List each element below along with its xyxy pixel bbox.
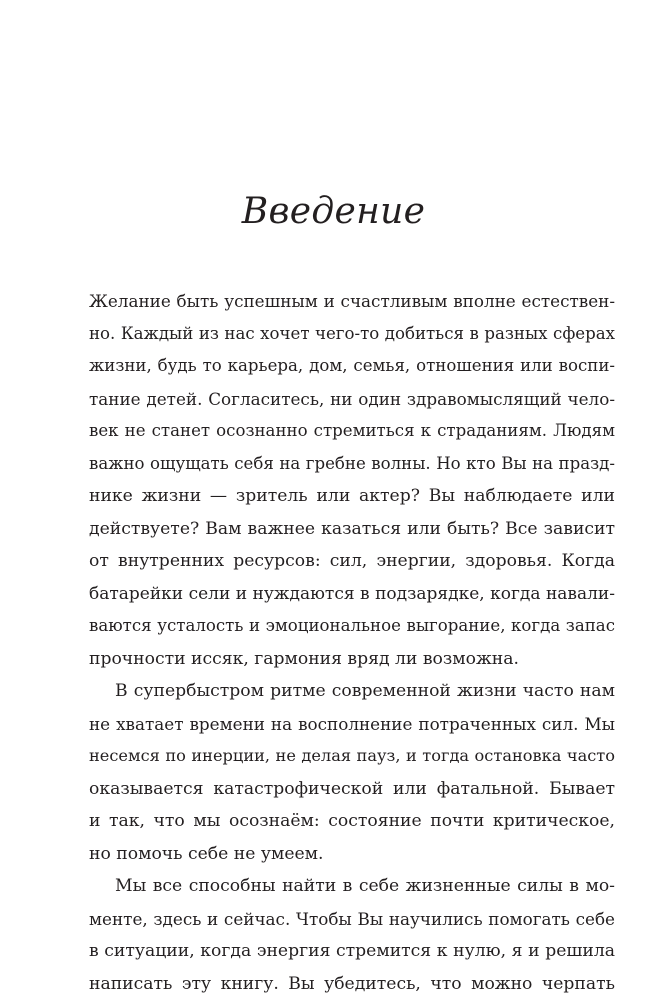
text-line: батарейки сели и нуждаются в подзарядке, когда навали-	[89, 583, 615, 604]
text-line: но помочь себе не умеем.	[89, 843, 324, 864]
text-line: нике жизни — зритель или актер? Вы наблюдаете или	[89, 486, 615, 506]
text-line: важно ощущать себя на гребне волны. Но кто Вы на празд-	[89, 453, 615, 473]
text-line: несемся по инерции, не делая пауз, и тогда остановка часто	[89, 746, 615, 765]
chapter-title: Введение	[241, 191, 426, 232]
text-line: но. Каждый из нас хочет чего-то добиться в разных сферах	[89, 323, 615, 343]
text-line: написать эту книгу. Вы убедитесь, что можно черпать	[89, 973, 615, 994]
text-line: Мы все способны найти в себе жизненные силы в мо-	[115, 876, 615, 896]
paragraph-1	[89, 285, 615, 675]
text-line: век не станет осознанно стремиться к страданиям. Людям	[89, 421, 615, 440]
paragraph-2	[89, 675, 615, 870]
text-line: прочности иссяк, гармония вряд ли возможна.	[89, 648, 519, 669]
text-line: Желание быть успешным и счастливым вполне естествен-	[89, 291, 615, 311]
text-line: от внутренних ресурсов: сил, энергии, здоровья. Когда	[89, 551, 615, 571]
text-line: В супербыстром ритме современной жизни часто нам	[115, 681, 615, 701]
text-line: ваются усталость и эмоциональное выгорание, когда запас	[89, 616, 615, 635]
text-line: действуете? Вам важнее казаться или быть? Все зависит	[89, 518, 615, 539]
text-line: оказывается катастрофической или фатальной. Бывает	[89, 778, 615, 799]
text-line: менте, здесь и сейчас. Чтобы Вы научились помогать себе	[89, 908, 615, 929]
text-line: и так, что мы осознаём: состояние почти критическое,	[89, 811, 615, 831]
paragraph-3	[89, 870, 615, 1000]
text-line: жизни, будь то карьера, дом, семья, отношения или воспи-	[89, 356, 615, 375]
text-line: не хватает времени на восполнение потраченных сил. Мы	[89, 713, 615, 734]
text-line: в ситуации, когда энергия стремится к нулю, я и решила	[89, 941, 615, 961]
text-line: тание детей. Согласитесь, ни один здравомыслящий чело-	[89, 388, 615, 409]
body-text	[89, 285, 615, 1000]
